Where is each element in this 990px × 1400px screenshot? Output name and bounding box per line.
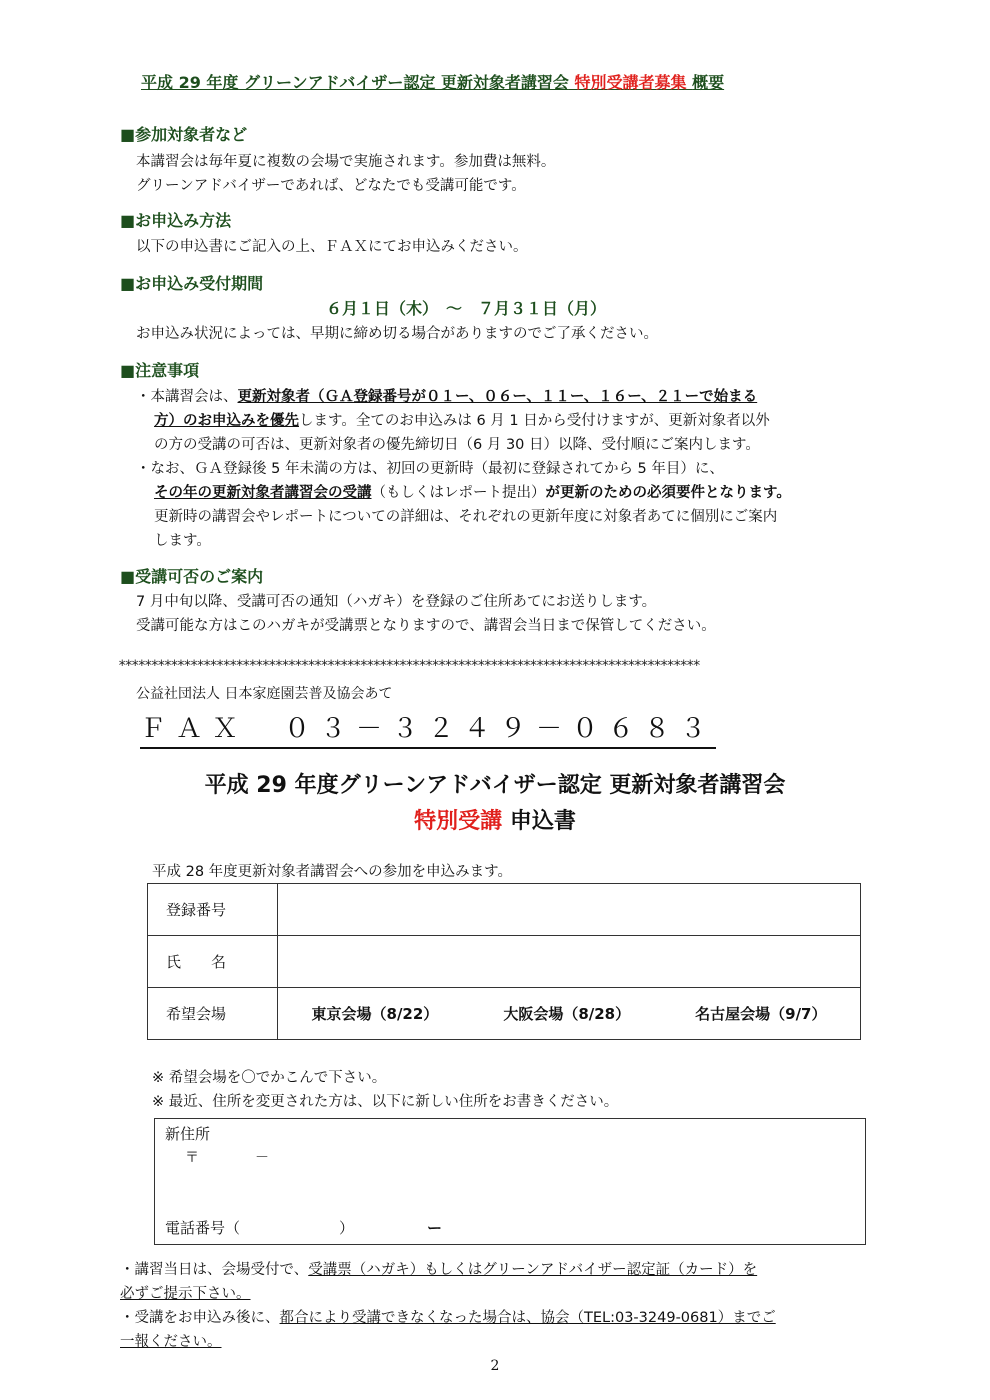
table-row-name [148, 936, 861, 988]
title-main: 平成 29 年度 グリーンアドバイザー認定 更新対象者講習会 [141, 73, 569, 92]
notify-line-2: 受講可能な方はこのハガキが受講票となりますので、講習会当日まで保管してください。 [136, 618, 716, 634]
name-field[interactable] [278, 936, 861, 988]
footer-line-3-a: ・受講をお申込み後に、 [120, 1310, 280, 1326]
footer-line-1 [120, 1258, 757, 1279]
venue-option-osaka[interactable]: 大阪会場（8/28） [503, 1005, 631, 1023]
notes-line-3: の方の受講の可否は、更新対象者の優先締切日（6 月 30 日）以降、受付順にご案内します。 [154, 437, 760, 453]
table-row-registration [148, 884, 861, 936]
notes-line-5-b: （もしくはレポート提出） [371, 485, 546, 501]
notes-line-5-c: が更新のための必須要件となります。 [545, 485, 791, 501]
notes-line-2 [154, 409, 770, 430]
target-line-1: 本講習会は毎年夏に複数の会場で実施されます。参加費は無料。 [136, 154, 556, 170]
phone-paren-close: ） [339, 1219, 355, 1237]
notes-line-2-b: します。全てのお申込みは 6 月 1 日から受付けますが、更新対象者以外 [299, 413, 770, 429]
notes-line-1-a: ・本講習会は、 [136, 389, 238, 405]
footer-line-3 [120, 1306, 776, 1327]
footer-line-2: 必ずご提示下さい。 [120, 1286, 251, 1302]
section-heading-period: ■お申込み受付期間 [120, 274, 264, 293]
new-address-box[interactable] [154, 1118, 866, 1245]
notes-line-1 [136, 385, 757, 406]
method-line-1: 以下の申込書にご記入の上、ＦＡＸにてお申込みください。 [136, 239, 528, 255]
application-period-dates: ６月１日（木） ～ ７月３１日（月） [326, 299, 607, 318]
section-heading-target: ■参加対象者など [120, 125, 248, 144]
document-title [141, 70, 724, 93]
page-number: 2 [490, 1358, 500, 1374]
registration-number-field[interactable] [278, 884, 861, 936]
period-note: お申込み状況によっては、早期に締め切る場合がありますのでご了承ください。 [136, 326, 658, 342]
notes-line-5-a: その年の更新対象者講習会の受講 [154, 485, 372, 501]
phone-number-label: 電話番号（ [165, 1219, 241, 1237]
postal-code-dash: － [255, 1150, 269, 1166]
venue-option-nagoya[interactable]: 名古屋会場（9/7） [695, 1005, 827, 1023]
notes-line-7: します。 [154, 533, 211, 549]
fax-number: ＦＡＸ ０３－３２４９－０６８３ [140, 708, 716, 749]
section-heading-method: ■お申込み方法 [120, 211, 232, 230]
section-heading-notes: ■注意事項 [120, 361, 200, 380]
address-instruction: ※ 最近、住所を変更された方は、以下に新しい住所をお書きください。 [152, 1094, 619, 1110]
application-table [147, 883, 861, 1040]
postal-code-mark: 〒 [185, 1150, 199, 1166]
phone-dash: ー [427, 1219, 443, 1237]
notes-line-1-b: 更新対象者（ＧＡ登録番号が０１ー、０６ー、１１ー、１６ー、２１ーで始まる [237, 389, 758, 405]
notes-line-5 [154, 481, 791, 502]
venue-instruction: ※ 希望会場を〇でかこんで下さい。 [152, 1070, 387, 1086]
recipient-label: 公益社団法人 日本家庭園芸普及協会あて [136, 686, 393, 702]
footer-line-4: 一報ください。 [120, 1334, 222, 1350]
venue-option-tokyo[interactable]: 東京会場（8/22） [311, 1005, 439, 1023]
footer-line-1-a: ・講習当日は、会場受付で、 [120, 1262, 309, 1278]
registration-number-label: 登録番号 [148, 884, 278, 936]
form-title-suffix: 申込書 [502, 809, 576, 834]
name-label: 氏 名 [148, 936, 278, 988]
form-title-highlight: 特別受講 [414, 809, 503, 834]
venue-options [278, 988, 861, 1040]
form-intro: 平成 28 年度更新対象者講習会への参加を申込みます。 [152, 864, 513, 880]
notify-line-1: 7 月中旬以降、受講可否の通知（ハガキ）を登録のご住所あてにお送りします。 [136, 594, 657, 610]
footer-line-3-b: 都合により受講できなくなった場合は、協会（TEL:03-3249-0681）までご [279, 1310, 776, 1326]
footer-line-1-b: 受講票（ハガキ）もしくはグリーンアドバイザー認定証（カード）を [308, 1262, 758, 1278]
new-address-label: 新住所 [165, 1125, 211, 1143]
notes-line-6: 更新時の講習会やレポートについての詳細は、それぞれの更新年度に対象者あてに個別にご案内 [154, 509, 778, 525]
notes-line-2-a: 方）のお申込みを優先 [154, 413, 299, 429]
form-title-line-1: 平成 29 年度グリーンアドバイザー認定 更新対象者講習会 [204, 773, 786, 798]
title-suffix: 概要 [692, 73, 725, 92]
title-highlight: 特別受講者募集 [574, 73, 687, 92]
target-line-2: グリーンアドバイザーであれば、どなたでも受講可能です。 [136, 178, 526, 194]
section-heading-notify: ■受講可否のご案内 [120, 567, 264, 586]
venue-label: 希望会場 [148, 988, 278, 1040]
table-row-venue [148, 988, 861, 1040]
notes-line-4: ・なお、ＧＡ登録後 5 年未満の方は、初回の更新時（最初に登録されてから 5 年目）に、 [136, 461, 724, 477]
cut-line-divider: ***************************************************************************************** [118, 658, 700, 674]
form-title-line-2 [0, 804, 990, 835]
